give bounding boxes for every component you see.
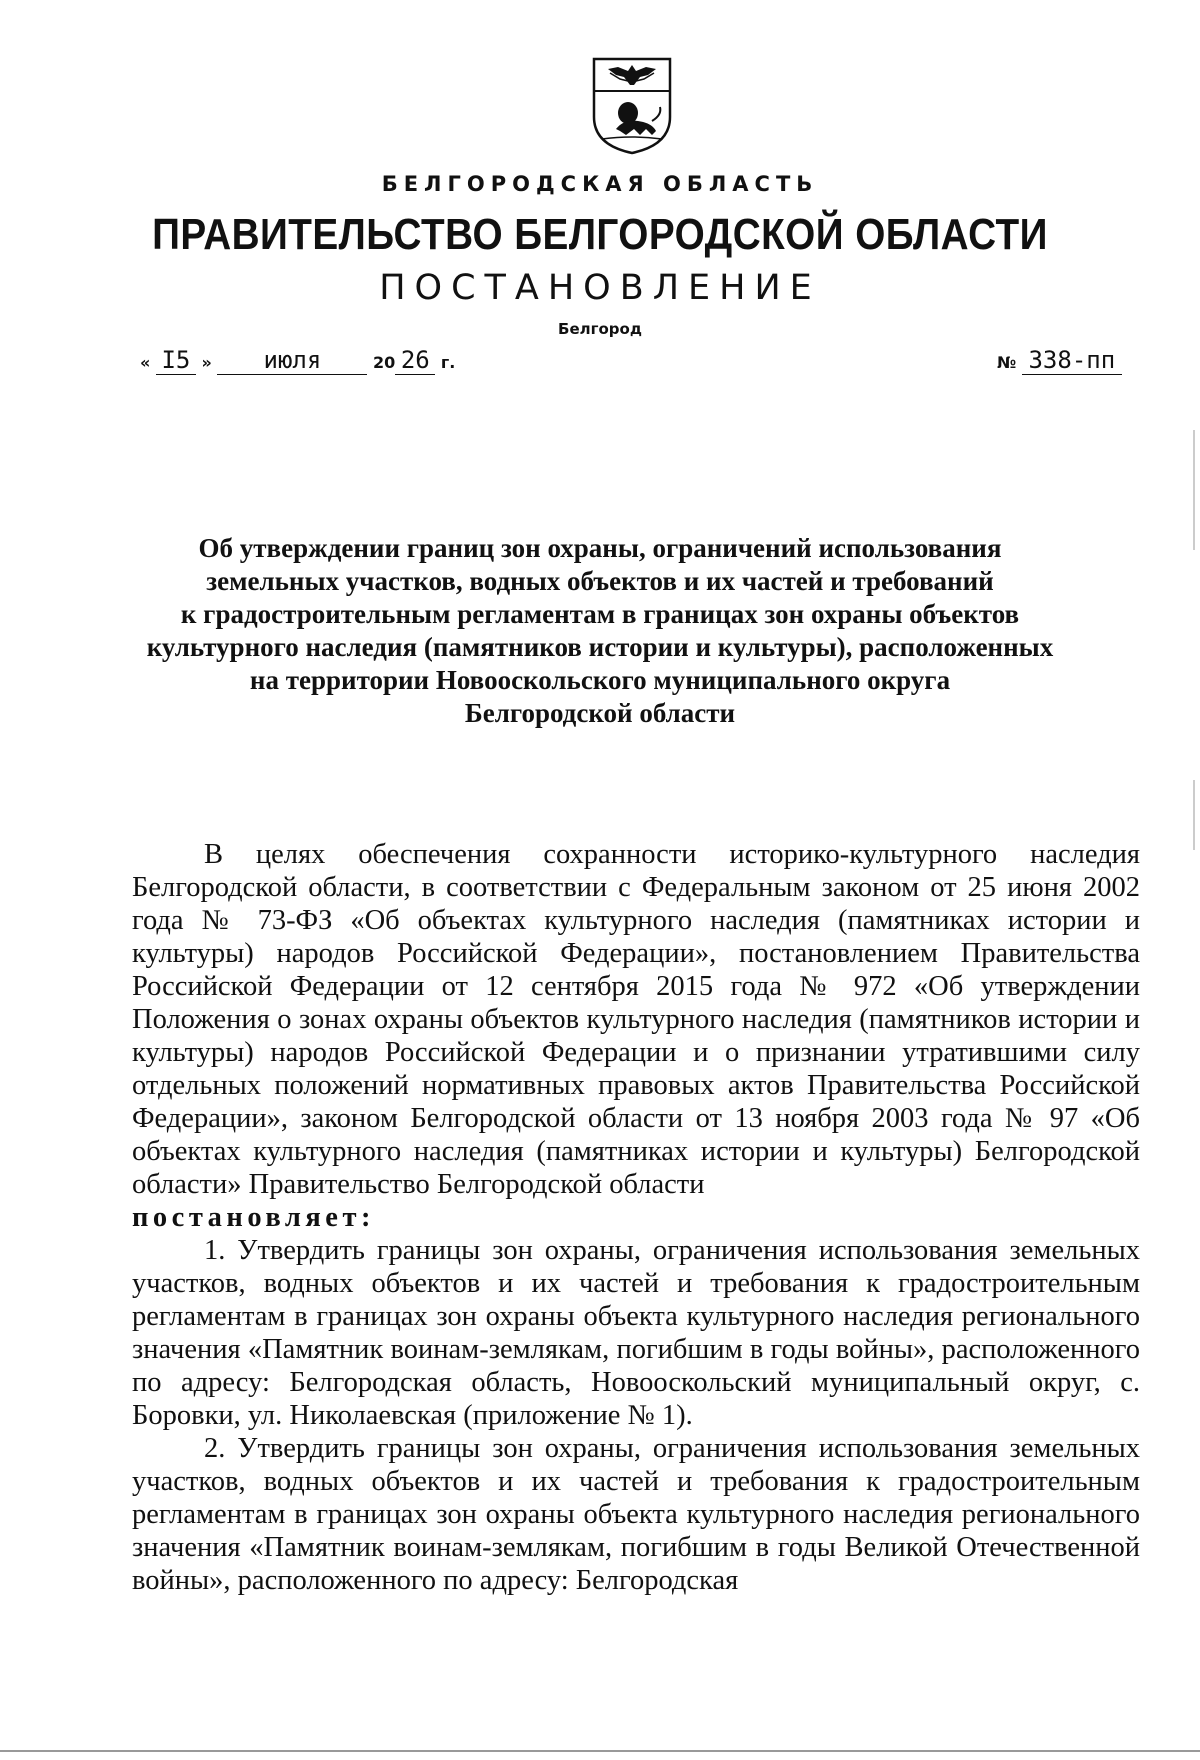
open-quote: «: [140, 353, 151, 372]
title-line: Белгородской области: [464, 698, 736, 728]
date-year-unit: г.: [440, 353, 456, 372]
date-month: июля: [217, 346, 367, 375]
resolves-word: постановляет:: [132, 1202, 375, 1233]
item-2-paragraph: 2. Утвердить границы зон охраны, ограничения использования земельных участков, водных объектов и их частей и требования к градостроительным регламентам в границах зон охраны объекта культурного наследия регионального значения «Памятник воинам-землякам, погибшим в годы Великой Отечественной войны», расположенного по адресу: Белгородская: [132, 1433, 1140, 1596]
title-line: на территории Новооскольского муниципального округа: [249, 665, 951, 695]
document-number-line: [997, 346, 1122, 380]
close-quote: »: [201, 353, 212, 372]
scan-edge-mark: [1193, 430, 1195, 550]
item-1-paragraph: 1. Утвердить границы зон охраны, ограничения использования земельных участков, водных объектов и их частей и требования к градостроительным регламентам в границах зон охраны объекта культурного наследия регионального значения «Памятник воинам-землякам, погибшим в годы войны», расположенного по адресу: Белгородская область, Новооскольский муниципальный округ, с. Боровки, ул. Николаевская (приложение № 1).: [132, 1235, 1140, 1431]
date-line: [140, 346, 455, 380]
scan-edge-mark: [1193, 780, 1195, 850]
title-line: Об утверждении границ зон охраны, ограничений использования: [198, 533, 1002, 563]
title-line: культурного наследия (памятников истории и культуры), расположенных: [146, 632, 1054, 662]
document-type-heading: ПОСТАНОВЛЕНИЕ: [379, 268, 821, 308]
date-year-prefix: 20: [373, 353, 396, 372]
title-line: земельных участков, водных объектов и их частей и требований: [206, 566, 994, 596]
number-label: №: [997, 353, 1017, 372]
document-number: 338-пп: [1022, 346, 1122, 375]
document-title: [120, 532, 1080, 730]
city-label: Белгород: [558, 320, 642, 338]
preamble-paragraph: В целях обеспечения сохранности историко-культурного наследия Белгородской области, в соответствии с Федеральным законом от 25 июня 2002 года № 73-ФЗ «Об объектах культурного наследия (памятниках истории и культуры) народов Российской Федерации», постановлением Правительства Российской Федерации от 12 сентября 2015 года № 972 «Об утверждении Положения о зонах охраны объектов культурного наследия (памятников истории и культуры) народов Российской Федерации и о признании утратившими силу отдельных положений нормативных правовых актов Правительства Российской Федерации», законом Белгородской области от 13 ноября 2003 года № 97 «Об объектах культурного наследия (памятниках истории и культуры) Белгородской области» Правительство Белгородской области: [132, 839, 1140, 1200]
title-line: к градостроительным регламентам в границах зон охраны объектов: [180, 599, 1020, 629]
scan-bottom-edge: [0, 1750, 1200, 1752]
date-year-suffix: 26: [395, 346, 435, 375]
coat-of-arms-emblem: [590, 55, 674, 155]
date-day: I5: [156, 346, 196, 375]
region-heading: БЕЛГОРОДСКАЯ ОБЛАСТЬ: [381, 172, 819, 196]
document-body: [132, 838, 1140, 1597]
government-heading: ПРАВИТЕЛЬСТВО БЕЛГОРОДСКОЙ ОБЛАСТИ: [152, 210, 1048, 259]
